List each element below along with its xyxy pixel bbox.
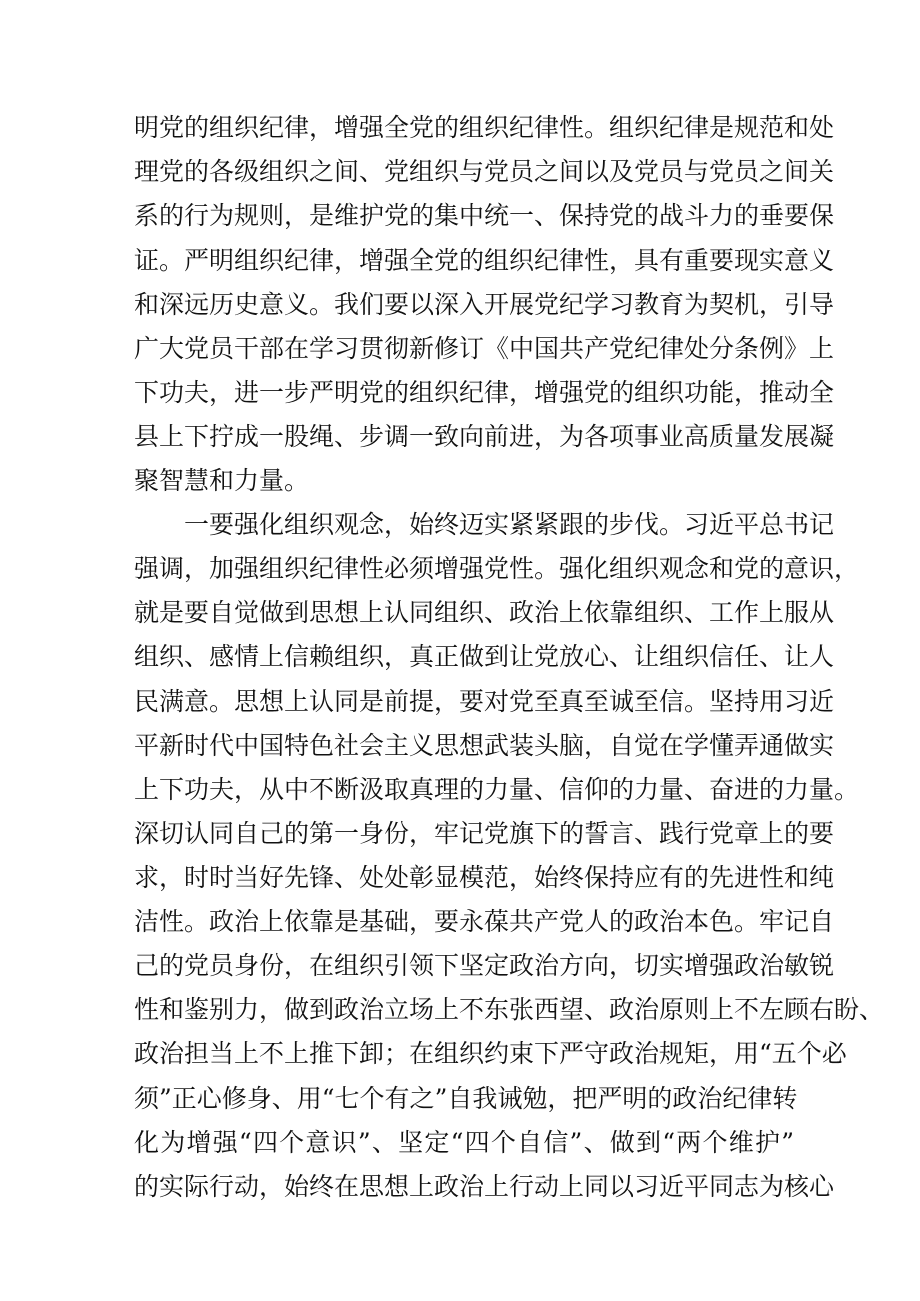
text-line: 的实际行动，始终在思想上政治上行动上同以习近平同志为核心: [134, 1172, 835, 1201]
text-line: 下功夫，进一步严明党的组织纪律，增强党的组织功能，推动全: [134, 378, 835, 407]
text-line: 洁性。政治上依靠是基础，要永葆共产党人的政治本色。牢记自: [134, 907, 835, 936]
text-line: 民满意。思想上认同是前提，要对党至真至诚至信。坚持用习近: [134, 687, 835, 716]
text-line: 强调，加强组织纪律性必须增强党性。强化组织观念和党的意识，: [134, 554, 860, 583]
text-line: 平新时代中国特色社会主义思想武装头脑，自觉在学懂弄通做实: [134, 731, 835, 760]
text-line: 广大党员干部在学习贯彻新修订《中国共产党纪律处分条例》上: [134, 334, 835, 363]
text-line: 上下功夫，从中不断汲取真理的力量、信仰的力量、奋进的力量。: [134, 775, 860, 804]
text-line: 化为增强“四个意识”、坚定“四个自信”、做到“两个维护”: [134, 1128, 794, 1157]
text-line: 求，时时当好先锋、处处彰显模范，始终保持应有的先进性和纯: [134, 863, 835, 892]
text-line: 组织、感情上信赖组织，真正做到让党放心、让组织信任、让人: [134, 642, 835, 671]
text-line: 系的行为规则，是维护党的集中统一、保持党的战斗力的垂要保: [134, 201, 835, 230]
text-line: 明党的组织纪律，增强全党的组织纪律性。组织纪律是规范和处: [134, 113, 835, 142]
text-line: 深切认同自己的第一身份，牢记党旗下的誓言、践行党章上的要: [134, 819, 835, 848]
text-line: 须”正心修身、用“七个有之”自我诫勉，把严明的政治纪律转: [134, 1084, 798, 1113]
text-line: 证。严明组织纪律，增强全党的组织纪律性，具有重要现实意义: [134, 246, 835, 275]
paragraph-first-line: 一要强化组织观念，始终迈实紧紧跟的步伐。习近平总书记: [184, 510, 835, 539]
text-line: 和深远历史意义。我们要以深入开展党纪学习教育为契机，引导: [134, 290, 835, 319]
text-line: 县上下拧成一股绳、步调一致向前进，为各项事业高质量发展凝: [134, 422, 835, 451]
text-line: 己的党员身份，在组织引领下坚定政治方向，切实增强政治敏锐: [134, 951, 835, 980]
text-line: 聚智慧和力量。: [134, 466, 310, 495]
text-line: 理党的各级组织之间、党组织与党员之间以及党员与党员之间关: [134, 157, 835, 186]
text-line: 性和鉴别力，做到政治立场上不东张西望、政治原则上不左顾右盼、: [134, 995, 885, 1024]
text-line: 就是要自觉做到思想上认同组织、政治上依靠组织、工作上服从: [134, 598, 835, 627]
text-line: 政治担当上不上推下卸；在组织约束下严守政治规矩，用“五个必: [134, 1039, 847, 1068]
